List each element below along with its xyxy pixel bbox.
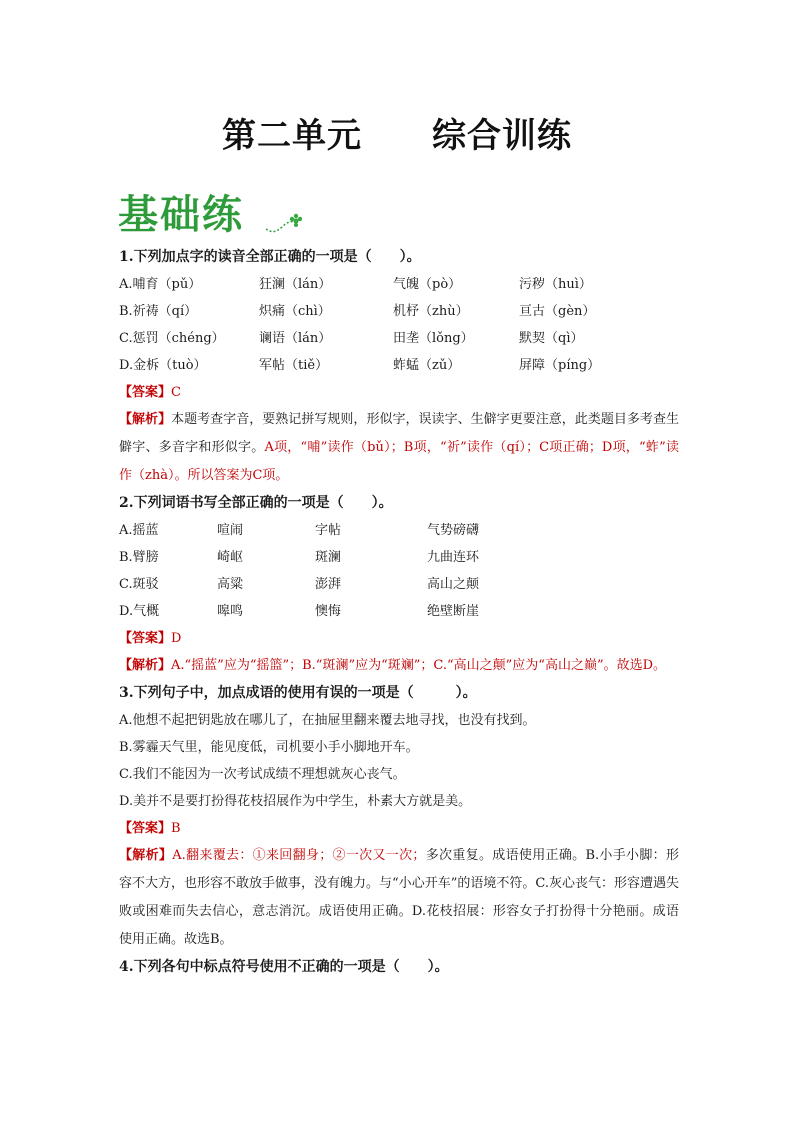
q1-b-2: 炽痛（chì） [259,304,331,319]
explanation-tag: 【解析】 [119,658,172,673]
q2-b-2: 崎岖 [217,550,244,565]
q1-c-1: C.惩罚（chéng） [119,331,225,346]
q1-option-b [119,298,679,325]
q1-c-2: 谰语（lán） [259,331,332,346]
q1-b-1: B.祈祷（qí） [119,304,198,319]
q1-explanation [119,406,679,490]
question-3-stem: 3.下列句子中，加点成语的使用有误的一项是（ ）。 [119,685,477,701]
q2-c-4: 高山之颠 [427,577,480,592]
question-1-stem: 1.下列加点字的读音全部正确的一项是（ ）。 [119,249,421,265]
q2-option-d [119,598,679,625]
question-2-stem: 2.下列词语书写全部正确的一项是（ ）。 [119,495,393,511]
explanation-detail-red: A.翻来覆去：①来回翻身；②一次又一次； [172,848,426,863]
q2-answer [119,625,679,652]
q1-a-3: 气魄（pò） [393,277,462,292]
q2-c-1: C.斑驳 [119,577,159,592]
q2-c-3: 澎湃 [315,577,342,592]
q2-option-b [119,544,679,571]
q1-option-c [119,325,679,352]
answer-tag: 【答案】 [119,631,172,646]
q1-option-a [119,271,679,298]
explanation-tag: 【解析】 [119,412,172,427]
q3-answer [119,815,679,842]
explanation-tag: 【解析】 [119,848,173,863]
q2-c-2: 高粱 [217,577,244,592]
q2-a-4: 气势磅礴 [427,523,480,538]
q1-c-4: 默契（qì） [519,331,584,346]
q1-b-4: 亘古（gèn） [519,304,596,319]
q3-explanation [119,842,679,954]
page-title [0,108,794,157]
q2-d-2: 嗥鸣 [217,604,244,619]
explanation-text: 本题考查字音，要熟记拼写规则，形似字，误读字、生僻字更要注意，此类题目多考查生僻字、多音字和形似字。 [119,412,679,455]
q1-d-3: 蚱蜢（zǔ） [393,358,461,373]
q1-c-3: 田垄（lǒng） [393,331,474,346]
answer-value: B [171,821,181,836]
section-label: 基础练 [118,192,244,238]
q1-a-4: 污秽（huì） [519,277,592,292]
q1-b-3: 机杼（zhù） [393,304,469,319]
q3-option-d: D.美并不是要打扮得花枝招展作为中学生，朴素大方就是美。 [119,794,472,809]
q2-d-1: D.气概 [119,604,160,619]
title-name: 综合训练 [432,116,572,156]
q1-answer [119,379,679,406]
section-heading [118,183,244,238]
q1-option-d [119,352,679,379]
answer-tag: 【答案】 [119,385,172,400]
vine-decoration-icon [266,211,302,237]
q2-b-4: 九曲连环 [427,550,480,565]
q1-a-2: 狂澜（lán） [259,277,332,292]
explanation-detail: A项，“哺”读作（bǔ）；B项，“祈”读作（qí）；C项正确；D项，“蚱”读作（zhà）。所以答案为C项。 [119,440,679,483]
q2-a-2: 喧闹 [217,523,244,538]
q2-b-1: B.臂膀 [119,550,159,565]
explanation-detail: A.“摇蓝”应为“摇篮”；B.“斑澜”应为“斑斓”；C.“高山之颠”应为“高山之巅”。故选D。 [171,658,667,673]
question-list [119,244,679,981]
q2-a-3: 字帖 [315,523,342,538]
q2-explanation [119,652,679,680]
q2-b-3: 斑澜 [315,550,342,565]
question-4-stem: 4.下列各句中标点符号使用不正确的一项是（ ）。 [119,959,449,975]
q1-d-1: D.金柝（tuò） [119,358,207,373]
answer-value: C [171,385,181,400]
q2-option-a [119,517,679,544]
q2-option-c [119,571,679,598]
q1-d-4: 屏障（píng） [519,358,601,373]
q2-d-4: 绝壁断崖 [427,604,480,619]
q2-d-3: 懊悔 [315,604,342,619]
answer-tag: 【答案】 [119,821,172,836]
q3-option-a: A.他想不起把钥匙放在哪儿了，在抽屉里翻来覆去地寻找，也没有找到。 [119,713,536,728]
q1-a-1: A.哺育（pǔ） [119,277,202,292]
explanation-detail: 多次重复。成语使用正确。B.小手小脚：形容不大方，也形容不敢放手做事，没有魄力。与“小心开车”的语境不符。C.灰心丧气：形容遭遇失败或困难而失去信心，意志消沉。成语使用正确。D.花枝招展：形容女子打扮得十分艳丽。成语使用正确。故选B。 [119,848,679,947]
q2-a-1: A.摇蓝 [119,523,159,538]
q3-option-c: C.我们不能因为一次考试成绩不理想就灰心丧气。 [119,767,406,782]
q1-d-2: 军帖（tiě） [259,358,329,373]
title-unit: 第二单元 [222,116,362,156]
answer-value: D [171,631,182,646]
q3-option-b: B.雾霾天气里，能见度低，司机要小手小脚地开车。 [119,740,419,755]
